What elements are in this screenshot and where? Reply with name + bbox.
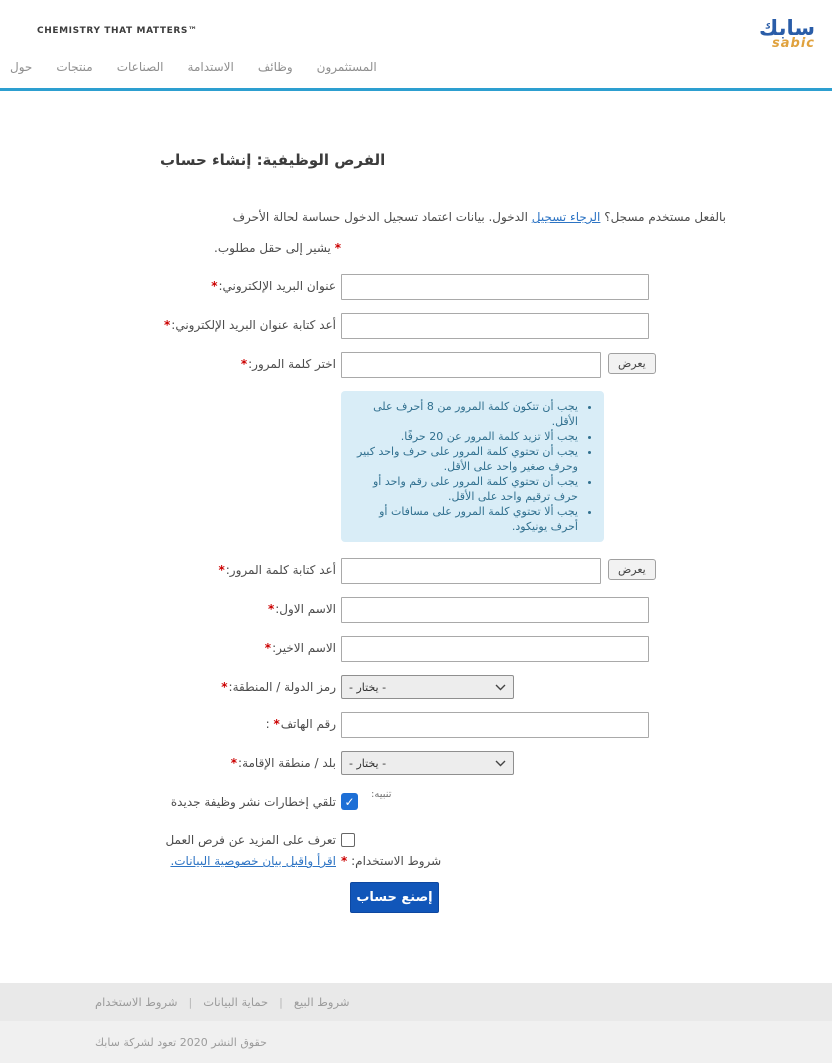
label-colon: : xyxy=(225,563,230,577)
required-asterisk: * xyxy=(230,756,238,770)
terms-link-cell xyxy=(160,853,336,869)
first-name-input[interactable] xyxy=(341,597,649,623)
intro-prefix: بالفعل مستخدم مسجل؟ xyxy=(600,210,726,224)
label-colon: : xyxy=(248,357,253,371)
password-rules-box xyxy=(341,391,604,542)
email-label xyxy=(160,274,336,294)
alert-checkbox[interactable] xyxy=(341,793,358,810)
nav-item-about[interactable]: حول xyxy=(10,60,33,74)
header-top xyxy=(0,18,832,50)
first-name-label-text: الاسم الاول xyxy=(279,602,336,616)
nav-item-industries[interactable]: الصناعات xyxy=(116,60,164,74)
retype-password-label-text: أعد كتابة كلمة المرور xyxy=(229,563,336,577)
required-asterisk: * xyxy=(211,279,218,293)
last-name-label-text: الاسم الاخير xyxy=(276,641,336,655)
email-label-text: عنوان البريد الإلكتروني xyxy=(222,279,336,293)
label-colon: : xyxy=(171,318,176,332)
main-nav xyxy=(10,60,377,74)
password-rule: • يجب أن تتكون كلمة المرور من 8 أحرف على الأقل. xyxy=(351,399,578,429)
password-rule: • يجب ألا تزيد كلمة المرور عن 20 حرفًا. xyxy=(351,429,578,444)
required-note-text: يشير إلى حقل مطلوب. xyxy=(214,241,331,255)
password-label-text: اختر كلمة المرور xyxy=(252,357,336,371)
residence-label xyxy=(160,751,336,771)
password-rule: • يجب أن تحتوي كلمة المرور على رقم واحد أو حرف ترقيم واحد على الأقل. xyxy=(351,474,578,504)
footer-copyright-band xyxy=(0,1021,832,1063)
intro-suffix: الدخول. بيانات اعتماد تسجيل الدخول حساسة لحالة الأحرف xyxy=(232,210,532,224)
sabic-logo xyxy=(759,18,815,50)
label-colon: : xyxy=(218,279,223,293)
terms-label-text: شروط الاستخدام: xyxy=(351,854,442,868)
jobs-checkbox[interactable] xyxy=(341,833,355,847)
retype-password-label xyxy=(160,558,336,578)
terms-label xyxy=(341,853,441,868)
intro-text xyxy=(160,209,726,226)
nav-item-investors[interactable]: المستثمرون xyxy=(316,60,377,74)
country-code-selected-value: - يختار - xyxy=(349,680,387,694)
label-colon: : xyxy=(275,602,280,616)
chevron-down-icon xyxy=(495,684,506,691)
page-title: الفرص الوظيفية: إنشاء حساب xyxy=(160,151,386,169)
retype-email-row xyxy=(160,313,726,339)
terms-row xyxy=(160,853,726,869)
country-code-label xyxy=(160,675,336,695)
required-asterisk: * xyxy=(341,854,348,868)
nav-item-careers[interactable]: وظائف xyxy=(257,60,293,74)
alert-checkbox-row xyxy=(160,789,726,810)
alert-label: تنبيه: xyxy=(371,789,392,800)
header-divider xyxy=(0,88,832,91)
required-asterisk: * xyxy=(218,563,225,577)
retype-password-input[interactable] xyxy=(341,558,601,584)
retype-password-row xyxy=(160,558,726,584)
password-rule: • يجب ألا تحتوي كلمة المرور على مسافات أو أحرف يونيكود. xyxy=(351,504,578,534)
first-name-label xyxy=(160,597,336,617)
email-row xyxy=(160,274,726,300)
create-account-button[interactable]: إصنع حساب xyxy=(350,882,439,913)
logo-arabic-text: سابك xyxy=(759,16,815,40)
required-asterisk: * xyxy=(267,602,275,616)
label-colon: : xyxy=(238,756,243,770)
footer-link-terms-of-sale[interactable]: شروط البيع xyxy=(293,995,350,1009)
password-row xyxy=(160,352,726,378)
required-asterisk: * xyxy=(164,318,171,332)
footer-link-data-protection[interactable]: حماية البيانات xyxy=(203,995,269,1009)
site-header xyxy=(0,0,832,91)
copyright-text: حقوق النشر 2020 تعود لشركة سابك xyxy=(95,1035,267,1049)
privacy-statement-link[interactable]: اقرأ واقبل بيان خصوصية البيانات. xyxy=(170,854,336,868)
required-asterisk: * xyxy=(273,717,280,731)
country-code-select[interactable] xyxy=(341,675,514,699)
phone-label-text: رقم الهاتف xyxy=(280,717,336,731)
chevron-down-icon xyxy=(495,760,506,767)
show-retype-password-button[interactable]: يعرض xyxy=(608,559,656,580)
retype-email-label xyxy=(160,313,336,333)
logo-latin-text: sabic xyxy=(772,36,815,51)
password-rule: • يجب أن تحتوي كلمة المرور على حرف واحد كبير وحرف صغير واحد على الأقل. xyxy=(351,444,578,474)
required-asterisk: * xyxy=(240,357,248,371)
required-field-note xyxy=(160,241,341,255)
site-footer xyxy=(0,983,832,1063)
residence-row xyxy=(160,751,726,775)
footer-links-band xyxy=(0,983,832,1021)
main-content xyxy=(0,151,726,913)
sign-in-link[interactable]: الرجاء تسجيل xyxy=(531,210,601,224)
registration-form xyxy=(160,274,726,913)
residence-selected-value: - يختار - xyxy=(349,756,387,770)
required-asterisk: * xyxy=(221,680,228,694)
password-label xyxy=(160,352,336,372)
email-input[interactable] xyxy=(341,274,649,300)
alert-checkbox-text: تلقي إخطارات نشر وظيفة جديدة xyxy=(170,794,336,809)
required-asterisk: * xyxy=(264,641,272,655)
residence-select[interactable] xyxy=(341,751,514,775)
label-colon: : xyxy=(272,641,277,655)
country-code-label-text: رمز الدولة / المنطقة xyxy=(232,680,336,694)
first-name-row xyxy=(160,597,726,623)
label-colon: : xyxy=(228,680,233,694)
password-input[interactable] xyxy=(341,352,601,378)
brand-tagline: CHEMISTRY THAT MATTERS™ xyxy=(37,26,198,36)
phone-input[interactable] xyxy=(341,712,649,738)
last-name-label xyxy=(160,636,336,656)
footer-link-terms-of-use[interactable]: شروط الاستخدام xyxy=(95,995,178,1009)
footer-separator: | xyxy=(188,995,193,1009)
label-colon: : xyxy=(265,717,270,731)
nav-item-products[interactable]: منتجات xyxy=(56,60,93,74)
country-code-row xyxy=(160,675,726,699)
last-name-input[interactable] xyxy=(341,636,649,662)
phone-row xyxy=(160,712,726,738)
jobs-checkbox-text: تعرف على المزيد عن فرص العمل xyxy=(165,832,336,847)
password-rules-list xyxy=(351,399,594,534)
retype-email-input[interactable] xyxy=(341,313,649,339)
required-asterisk: * xyxy=(334,241,341,255)
phone-label xyxy=(160,712,336,732)
show-password-button[interactable]: يعرض xyxy=(608,353,656,374)
jobs-checkbox-row xyxy=(160,832,726,847)
nav-item-sustainability[interactable]: الاستدامة xyxy=(187,60,234,74)
last-name-row xyxy=(160,636,726,662)
footer-links xyxy=(95,995,349,1009)
retype-email-label-text: أعد كتابة عنوان البريد الإلكتروني xyxy=(175,318,336,332)
footer-separator: | xyxy=(279,995,283,1009)
residence-label-text: بلد / منطقة الإقامة xyxy=(242,756,336,770)
